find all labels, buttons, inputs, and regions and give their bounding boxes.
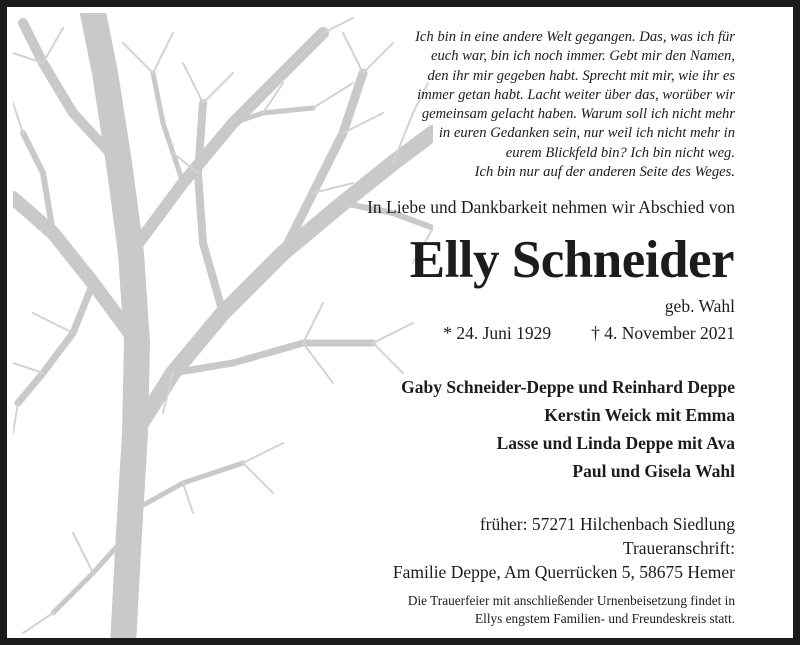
poem-line: immer getan habt. Lacht weiter über das, worüber wir bbox=[417, 86, 735, 103]
poem-line: Ich bin nur auf der anderen Seite des Weges. bbox=[474, 164, 735, 181]
mourning-address: Familie Deppe, Am Querrücken 5, 58675 Hemer bbox=[392, 562, 735, 582]
former-address: früher: 57271 Hilchenbach Siedlung bbox=[479, 514, 735, 534]
mourner-entry: Gaby Schneider-Deppe und Reinhard Deppe bbox=[401, 377, 735, 397]
poem-line: den ihr mir gegeben habt. Sprecht mit mir, wie ihr es bbox=[427, 67, 735, 84]
mourner-entry: Kerstin Weick mit Emma bbox=[544, 405, 735, 425]
poem-block bbox=[235, 28, 735, 182]
farewell-intro: In Liebe und Dankbarkeit nehmen wir Abschied von bbox=[367, 197, 735, 217]
death-date: † 4. November 2021 bbox=[591, 323, 735, 343]
poem-line: gemeinsam gelacht haben. Warum soll ich nicht mehr bbox=[421, 106, 735, 123]
mourner-entry: Paul und Gisela Wahl bbox=[572, 461, 735, 481]
note-line: Die Trauerfeier mit anschließender Urnenbeisetzung findet in bbox=[407, 593, 735, 608]
note-line: Ellys engstem Familien- und Freundeskreis statt. bbox=[475, 610, 735, 626]
poem-line: Ich bin in eine andere Welt gegangen. Das, was ich für bbox=[415, 29, 735, 45]
poem-line: eurem Blickfeld bin? Ich bin nicht weg. bbox=[505, 144, 735, 161]
poem-line: in euren Gedanken sein, nur weil ich nicht mehr in bbox=[438, 125, 735, 142]
funeral-note bbox=[408, 592, 735, 627]
mourning-address-label: Traueranschrift: bbox=[622, 538, 735, 558]
birth-name: geb. Wahl bbox=[664, 296, 735, 316]
address-block bbox=[393, 512, 735, 584]
life-dates bbox=[443, 323, 735, 344]
mourner-entry: Lasse und Linda Deppe mit Ava bbox=[496, 433, 735, 453]
birth-date: * 24. Juni 1929 bbox=[443, 323, 552, 343]
deceased-name: Elly Schneider bbox=[409, 231, 734, 289]
mourners-list bbox=[401, 373, 735, 485]
poem-line: euch war, bin ich noch immer. Gebt mir den Namen, bbox=[431, 48, 735, 65]
